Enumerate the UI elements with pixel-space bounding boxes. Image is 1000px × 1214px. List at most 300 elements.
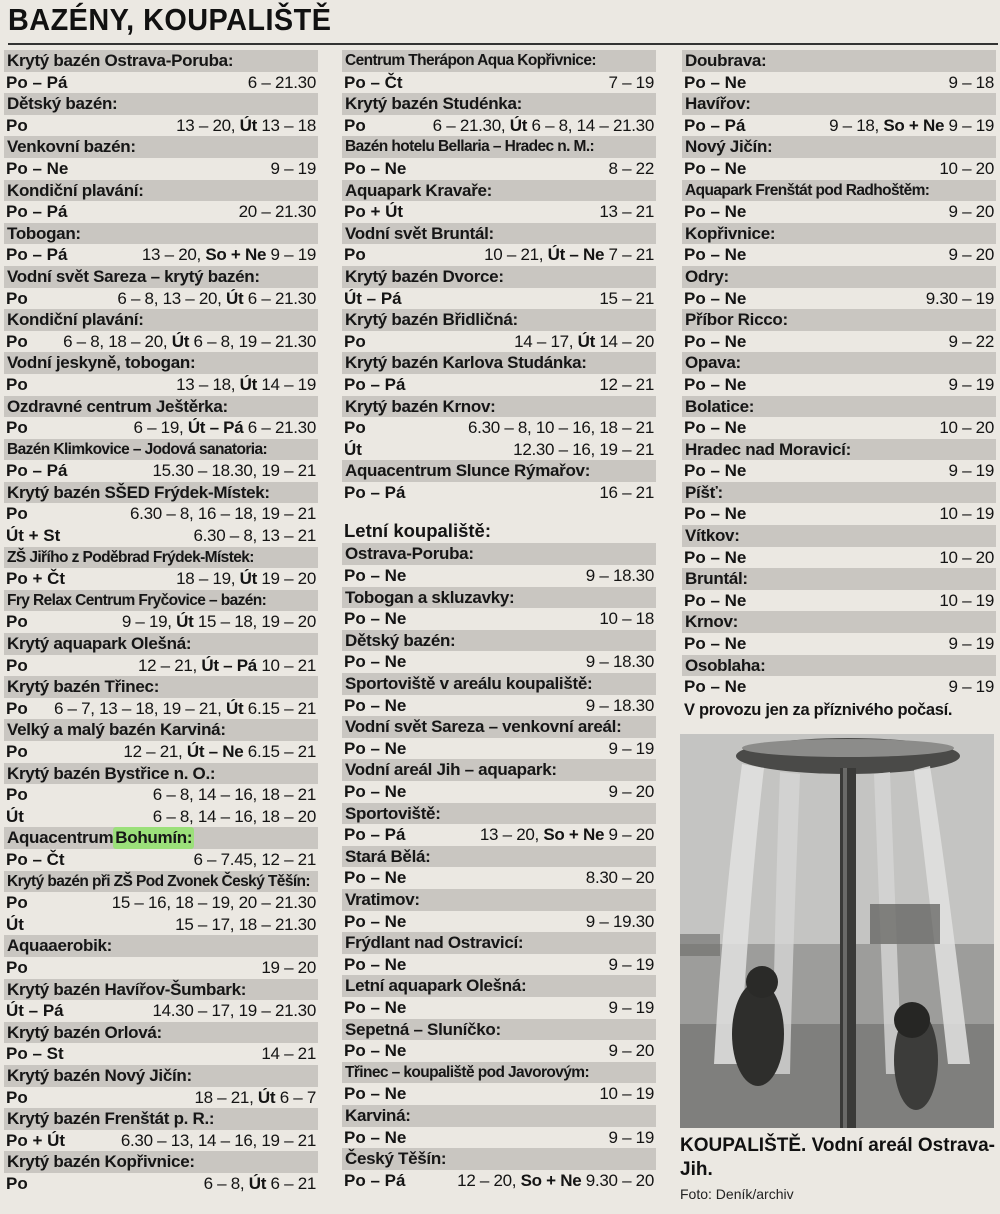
- hours-text: 6 – 21.30,: [432, 115, 510, 135]
- schedule-hours: [406, 1083, 656, 1105]
- hours-text-extra: 6 – 7: [275, 1087, 316, 1107]
- schedule-row: [342, 115, 656, 137]
- hours-text: 13 – 20,: [176, 115, 240, 135]
- schedule-hours: [406, 911, 656, 933]
- schedule-days: Po – Čt: [6, 849, 65, 869]
- venue-heading: Aquapark Kravaře:: [342, 180, 656, 202]
- schedule-hours: [746, 72, 996, 94]
- venue-heading: Aquacentrum Slunce Rýmařov:: [342, 460, 656, 482]
- schedule-days: Po + Út: [344, 202, 404, 222]
- schedule-row: [682, 288, 996, 310]
- schedule-row: [342, 72, 656, 94]
- hours-text: 9 – 18.30: [585, 566, 654, 586]
- venue-heading: Český Těšín:: [342, 1148, 656, 1170]
- schedule-days: Po: [6, 698, 28, 718]
- schedule-row: [682, 460, 996, 482]
- schedule-days: Po – Čt: [344, 72, 403, 92]
- schedule-days: Po – Pá: [344, 1170, 406, 1190]
- schedule-row: [4, 72, 318, 94]
- schedule-row: [342, 1083, 656, 1105]
- schedule-hours: [405, 1170, 656, 1192]
- schedule-row: [682, 676, 996, 698]
- hours-text: 6.30 – 8, 13 – 21: [193, 526, 316, 546]
- hours-text: 15.30 – 18.30, 19 – 21: [152, 461, 316, 481]
- hours-text: 7 – 19: [608, 72, 654, 92]
- page-title: BAZÉNY, KOUPALIŠTĚ: [8, 2, 332, 37]
- schedule-row: [342, 867, 656, 889]
- schedule-row: [4, 568, 318, 590]
- venue-heading: Krytý bazén SŠED Frýdek-Místek:: [4, 482, 318, 504]
- schedule-days: Po – Ne: [344, 1127, 407, 1147]
- venue-heading: Krytý bazén Karlova Studánka:: [342, 352, 656, 374]
- hours-text: 6 – 8,: [203, 1173, 249, 1193]
- schedule-hours: [28, 1173, 318, 1195]
- hours-text-extra: 6 – 21.30: [243, 418, 316, 438]
- schedule-hours: [746, 633, 996, 655]
- caption-bold: KOUPALIŠTĚ.: [680, 1135, 807, 1156]
- schedule-hours: [746, 590, 996, 612]
- schedule-row: [342, 738, 656, 760]
- schedule-hours: [406, 738, 656, 760]
- schedule-row: [4, 1000, 318, 1022]
- schedule-days: Po – Ne: [684, 634, 747, 654]
- hours-days-extra: Út: [239, 115, 257, 135]
- schedule-row: [4, 374, 318, 396]
- hours-text-extra: 6 – 21.30: [243, 288, 316, 308]
- venue-heading: Krytý bazén Studénka:: [342, 93, 656, 115]
- schedule-days: Po – Ne: [344, 609, 407, 629]
- schedule-row: [4, 158, 318, 180]
- hours-days-extra: Út – Pá: [201, 655, 257, 675]
- schedule-days: Po: [6, 288, 28, 308]
- schedule-days: Po – Ne: [684, 590, 747, 610]
- hours-text: 6 – 8, 14 – 16, 18 – 21: [152, 785, 316, 805]
- column-1: [4, 50, 318, 1194]
- hours-text: 9 – 18,: [829, 115, 884, 135]
- schedule-row: [4, 1087, 318, 1109]
- schedule-row: [682, 158, 996, 180]
- schedule-days: Po – Ne: [684, 677, 747, 697]
- schedule-hours: [68, 158, 318, 180]
- hours-text: 9 – 19: [608, 738, 654, 758]
- schedule-hours: [746, 201, 996, 223]
- hours-text: 6 – 7, 13 – 18, 19 – 21,: [53, 698, 227, 718]
- highlighted-text: Bohumín:: [115, 828, 193, 848]
- venue-heading: Krytý bazén Orlová:: [4, 1022, 318, 1044]
- venue-heading: Hradec nad Moravicí:: [682, 439, 996, 461]
- hours-text: 6 – 19,: [133, 418, 188, 438]
- schedule-row: [342, 997, 656, 1019]
- venue-heading: Kondiční plavání:: [4, 309, 318, 331]
- schedule-hours: [67, 244, 318, 266]
- schedule-row: [4, 331, 318, 353]
- hours-text: 15 – 16, 18 – 19, 20 – 21.30: [111, 893, 316, 913]
- venue-heading: Vodní svět Bruntál:: [342, 223, 656, 245]
- hours-days-extra: Út: [239, 569, 257, 589]
- schedule-row: [682, 374, 996, 396]
- hours-text-extra: 6 – 8, 19 – 21.30: [189, 331, 316, 351]
- schedule-days: Po: [6, 742, 28, 761]
- hours-days-extra: Út: [176, 612, 194, 632]
- hours-days-extra: Út – Ne: [547, 245, 605, 265]
- hours-text: 13 – 21: [599, 202, 654, 222]
- section-heading: Letní koupaliště:: [344, 520, 491, 542]
- schedule-days: Po: [6, 418, 28, 438]
- hours-days-extra: Út: [171, 331, 190, 351]
- schedule-row: [342, 331, 656, 353]
- schedule-days: Po: [6, 1087, 28, 1107]
- venue-heading: Aquapark Frenštát pod Radhoštěm:: [682, 180, 996, 202]
- venue-heading: Havířov:: [682, 93, 996, 115]
- hours-text-extra: 9 – 19: [266, 245, 316, 265]
- venue-heading: Krytý bazén Havířov-Šumbark:: [4, 979, 318, 1001]
- venue-heading: Krytý bazén Třinec:: [4, 676, 318, 698]
- schedule-hours: [28, 892, 318, 914]
- schedule-hours: [406, 954, 656, 976]
- venue-heading: Krytý aquapark Olešná:: [4, 633, 318, 655]
- schedule-hours: [65, 1130, 318, 1152]
- hours-text-extra: 14 – 19: [256, 374, 316, 394]
- hours-text: 13 – 20,: [479, 825, 544, 845]
- caption-text: Vodní areál Ostrava-Jih.: [680, 1135, 995, 1180]
- hours-text: 9 – 19: [948, 677, 994, 697]
- hours-days-extra: So + Ne: [543, 825, 605, 845]
- schedule-hours: [65, 849, 318, 871]
- schedule-days: Po: [6, 957, 28, 977]
- hours-text-extra: 15 – 18, 19 – 20: [193, 612, 316, 632]
- schedule-row: [4, 288, 318, 310]
- schedule-hours: [366, 417, 656, 439]
- venue-heading: Sepetná – Sluníčko:: [342, 1019, 656, 1041]
- hours-text: 9 – 19: [948, 634, 994, 654]
- schedule-hours: [64, 1043, 318, 1065]
- schedule-row: [342, 1170, 656, 1192]
- schedule-hours: [403, 72, 656, 94]
- schedule-hours: [28, 503, 318, 525]
- hours-text: 6.30 – 8, 16 – 18, 19 – 21: [130, 504, 316, 524]
- schedule-days: Po – Pá: [6, 72, 68, 92]
- schedule-row: [682, 72, 996, 94]
- schedule-days: Po – Pá: [684, 115, 746, 135]
- schedule-hours: [24, 806, 318, 828]
- schedule-row: [682, 590, 996, 612]
- schedule-hours: [28, 611, 318, 633]
- hours-text: 10 – 19: [939, 504, 994, 524]
- schedule-row: [682, 115, 996, 137]
- schedule-hours: [406, 867, 656, 889]
- schedule-row: [342, 954, 656, 976]
- venue-heading: Krytý bazén Bystřice n. O.:: [4, 763, 318, 785]
- section-spacer: [342, 503, 656, 519]
- hours-text: 16 – 21: [599, 482, 654, 502]
- venue-heading: Vratimov:: [342, 889, 656, 911]
- schedule-row: [342, 695, 656, 717]
- hours-text-extra: 13 – 18: [256, 115, 316, 135]
- schedule-row: [682, 547, 996, 569]
- schedule-hours: [402, 288, 656, 310]
- hours-days-extra: So + Ne: [883, 115, 945, 135]
- hours-text-extra: 9.30 – 20: [581, 1170, 654, 1190]
- hours-text: 6 – 21.30: [247, 72, 316, 92]
- schedule-row: [682, 201, 996, 223]
- schedule-days: Po – Ne: [684, 418, 747, 438]
- schedule-days: Po – Ne: [6, 158, 69, 178]
- schedule-hours: [746, 244, 996, 266]
- hours-days-extra: Út: [239, 374, 257, 394]
- schedule-days: Po – Pá: [6, 202, 68, 222]
- schedule-hours: [366, 244, 656, 266]
- schedule-hours: [406, 651, 656, 673]
- schedule-row: [342, 651, 656, 673]
- schedule-days: Po – Ne: [344, 738, 407, 758]
- schedule-row: [342, 439, 656, 461]
- schedule-days: Po – Ne: [684, 202, 747, 222]
- schedule-days: Po – Ne: [344, 997, 407, 1017]
- venue-heading: Krnov:: [682, 611, 996, 633]
- venue-heading: Vítkov:: [682, 525, 996, 547]
- venue-heading: ZŠ Jiřího z Poděbrad Frýdek-Místek:: [4, 547, 318, 569]
- schedule-days: Út: [344, 439, 362, 459]
- schedule-hours: [366, 115, 656, 137]
- hours-days-extra: Út – Ne: [186, 742, 244, 761]
- schedule-row: [682, 244, 996, 266]
- schedule-days: Út – Pá: [6, 1001, 64, 1021]
- schedule-days: Po: [6, 1173, 28, 1193]
- schedule-hours: [28, 784, 318, 806]
- venue-heading: Třinec – koupaliště pod Javorovým:: [342, 1062, 656, 1084]
- schedule-row: [4, 1130, 318, 1152]
- schedule-row: [342, 417, 656, 439]
- schedule-days: Po – Ne: [344, 868, 407, 888]
- schedule-row: [4, 957, 318, 979]
- schedule-hours: [403, 201, 656, 223]
- schedule-days: Po: [6, 893, 28, 913]
- venue-heading: Kondiční plavání:: [4, 180, 318, 202]
- title-rule: [8, 43, 998, 45]
- hours-days-extra: Út: [248, 1173, 267, 1193]
- hours-days-extra: Út: [226, 698, 244, 718]
- venue-heading: Dětský bazén:: [4, 93, 318, 115]
- venue-heading: Dětský bazén:: [342, 630, 656, 652]
- schedule-hours: [67, 460, 318, 482]
- schedule-hours: [406, 158, 656, 180]
- schedule-hours: [28, 288, 318, 310]
- schedule-hours: [65, 568, 318, 590]
- hours-text: 9 – 18: [948, 72, 994, 92]
- hours-text: 18 – 21,: [194, 1087, 258, 1107]
- venue-heading: Stará Bělá:: [342, 846, 656, 868]
- hours-text: 15 – 17, 18 – 21.30: [175, 914, 316, 934]
- schedule-days: Po + Čt: [6, 569, 66, 589]
- venue-heading: Nový Jičín:: [682, 136, 996, 158]
- schedule-row: [4, 611, 318, 633]
- schedule-days: Út: [6, 914, 24, 934]
- schedule-row: [4, 806, 318, 828]
- schedule-days: Po: [344, 115, 366, 135]
- hours-text-extra: 9 – 19: [944, 115, 994, 135]
- schedule-row: [342, 1040, 656, 1062]
- hours-text: 9 – 18.30: [585, 652, 654, 672]
- schedule-hours: [746, 460, 996, 482]
- schedule-row: [342, 158, 656, 180]
- hours-text: 13 – 20,: [141, 245, 206, 265]
- schedule-row: [4, 698, 318, 720]
- hours-text: 9 – 22: [948, 331, 994, 351]
- venue-heading: Tobogan a skluzavky:: [342, 587, 656, 609]
- schedule-days: Po: [6, 655, 28, 675]
- hours-text: 6 – 8, 14 – 16, 18 – 20: [152, 806, 316, 826]
- venue-heading: Venkovní bazén:: [4, 136, 318, 158]
- schedule-days: Po – Ne: [684, 331, 747, 351]
- venue-heading: Vodní svět Sareza – krytý bazén:: [4, 266, 318, 288]
- schedule-hours: [745, 115, 996, 137]
- hours-text: 12 – 21,: [137, 655, 202, 675]
- schedule-hours: [67, 72, 318, 94]
- schedule-days: Po: [344, 245, 366, 265]
- schedule-hours: [746, 374, 996, 396]
- schedule-hours: [406, 997, 656, 1019]
- schedule-row: [4, 784, 318, 806]
- schedule-row: [342, 288, 656, 310]
- venue-heading: [4, 827, 318, 849]
- hours-text: 9 – 18.30: [585, 695, 654, 715]
- venue-heading: Kopřivnice:: [682, 223, 996, 245]
- hours-text: 10 – 19: [599, 1084, 654, 1104]
- venue-heading: Bazén hotelu Bellaria – Hradec n. M.:: [342, 136, 656, 158]
- schedule-row: [342, 201, 656, 223]
- schedule-row: [342, 911, 656, 933]
- venue-heading: Opava:: [682, 352, 996, 374]
- schedule-days: Po – St: [6, 1044, 64, 1064]
- schedule-days: Po – Ne: [684, 158, 747, 178]
- hours-text: 8.30 – 20: [585, 868, 654, 888]
- schedule-days: Po: [6, 331, 28, 351]
- schedule-hours: [28, 698, 318, 720]
- schedule-hours: [28, 1087, 318, 1109]
- schedule-days: Po – Ne: [684, 461, 747, 481]
- schedule-days: Po: [6, 374, 28, 394]
- venue-heading: Bruntál:: [682, 568, 996, 590]
- schedule-row: [682, 633, 996, 655]
- schedule-hours: [28, 115, 318, 137]
- schedule-row: [4, 417, 318, 439]
- schedule-hours: [746, 331, 996, 353]
- hours-days-extra: Út: [257, 1087, 276, 1107]
- hours-text-extra: 9 – 20: [604, 825, 654, 845]
- hours-text: 6.30 – 8, 10 – 16, 18 – 21: [468, 418, 654, 438]
- schedule-hours: [406, 781, 656, 803]
- venue-heading: Krytý bazén Kopřivnice:: [4, 1151, 318, 1173]
- venue-heading: Velký a malý bazén Karviná:: [4, 719, 318, 741]
- schedule-hours: [746, 158, 996, 180]
- venue-heading: Osoblaha:: [682, 655, 996, 677]
- schedule-row: [682, 331, 996, 353]
- venue-heading: Karviná:: [342, 1105, 656, 1127]
- hours-text: 6 – 7.45, 12 – 21: [193, 849, 316, 869]
- schedule-days: Út + St: [6, 526, 61, 546]
- venue-heading-text: Aquacentrum: [7, 828, 114, 848]
- schedule-days: Po – Ne: [344, 954, 407, 974]
- schedule-hours: [406, 608, 656, 630]
- schedule-days: Po: [344, 418, 366, 438]
- venue-heading: Letní aquapark Olešná:: [342, 975, 656, 997]
- schedule-days: Po: [6, 504, 28, 524]
- schedule-hours: [28, 957, 318, 979]
- schedule-row: [4, 503, 318, 525]
- venue-heading: Krytý bazén Dvorce:: [342, 266, 656, 288]
- venue-heading: Vodní svět Sareza – venkovní areál:: [342, 716, 656, 738]
- schedule-days: Po – Ne: [344, 566, 407, 586]
- schedule-days: Po – Pá: [6, 461, 68, 481]
- schedule-hours: [406, 1127, 656, 1149]
- hours-days-extra: So + Ne: [520, 1170, 582, 1190]
- schedule-days: Út: [6, 806, 24, 826]
- column-2: [342, 50, 656, 1191]
- schedule-hours: [746, 417, 996, 439]
- schedule-row: [342, 1127, 656, 1149]
- hours-days-extra: Út: [226, 288, 244, 308]
- hours-text: 10 – 20: [939, 418, 994, 438]
- schedule-days: Po: [6, 115, 28, 135]
- hours-text: 9 – 19.30: [585, 911, 654, 931]
- schedule-hours: [406, 1040, 656, 1062]
- schedule-hours: [405, 482, 656, 504]
- schedule-days: Po – Pá: [6, 245, 68, 265]
- hours-text: 6.30 – 13, 14 – 16, 19 – 21: [120, 1130, 316, 1150]
- hours-text: 9 – 19: [608, 997, 654, 1017]
- hours-text: 10 – 20: [939, 158, 994, 178]
- schedule-row: [4, 460, 318, 482]
- hours-text: 12.30 – 16, 19 – 21: [513, 439, 654, 459]
- schedule-hours: [28, 374, 318, 396]
- hours-text: 20 – 21.30: [238, 202, 316, 222]
- hours-text-extra: 6 – 8, 14 – 21.30: [527, 115, 654, 135]
- hours-text: 9 – 19: [270, 158, 316, 178]
- hours-text: 14 – 17,: [514, 331, 578, 351]
- schedule-days: Po – Ne: [684, 72, 747, 92]
- schedule-days: Po – Ne: [684, 288, 747, 308]
- hours-text: 10 – 19: [939, 590, 994, 610]
- schedule-hours: [406, 695, 656, 717]
- hours-text: 9.30 – 19: [925, 288, 994, 308]
- schedule-days: Út – Pá: [344, 288, 402, 308]
- hours-text: 12 – 21,: [123, 742, 187, 761]
- hours-text: 9 – 19: [948, 374, 994, 394]
- hours-text: 9 – 19: [608, 954, 654, 974]
- venue-heading: Ozdravné centrum Ještěrka:: [4, 396, 318, 418]
- schedule-row: [4, 115, 318, 137]
- venue-heading: Vodní jeskyně, tobogan:: [4, 352, 318, 374]
- photo-caption: [680, 1134, 996, 1182]
- venue-heading: Krytý bazén Krnov:: [342, 396, 656, 418]
- hours-text: 8 – 22: [608, 158, 654, 178]
- venue-heading: Krytý bazén Břidličná:: [342, 309, 656, 331]
- schedule-days: Po + Út: [6, 1130, 66, 1150]
- schedule-days: Po – Ne: [344, 782, 407, 801]
- schedule-row: [682, 417, 996, 439]
- hours-text: 6 – 8, 18 – 20,: [63, 331, 172, 351]
- schedule-days: Po: [6, 785, 28, 805]
- hours-text: 9 – 20: [948, 245, 994, 265]
- schedule-row: [4, 655, 318, 677]
- column-3: [682, 50, 996, 722]
- venue-heading: Krytý bazén při ZŠ Pod Zvonek Český Těšín:: [4, 871, 318, 893]
- hours-text: 6 – 8, 13 – 20,: [117, 288, 227, 308]
- schedule-row: [4, 201, 318, 223]
- venue-heading: Vodní areál Jih – aquapark:: [342, 759, 656, 781]
- schedule-hours: [60, 525, 318, 547]
- schedule-row: [682, 503, 996, 525]
